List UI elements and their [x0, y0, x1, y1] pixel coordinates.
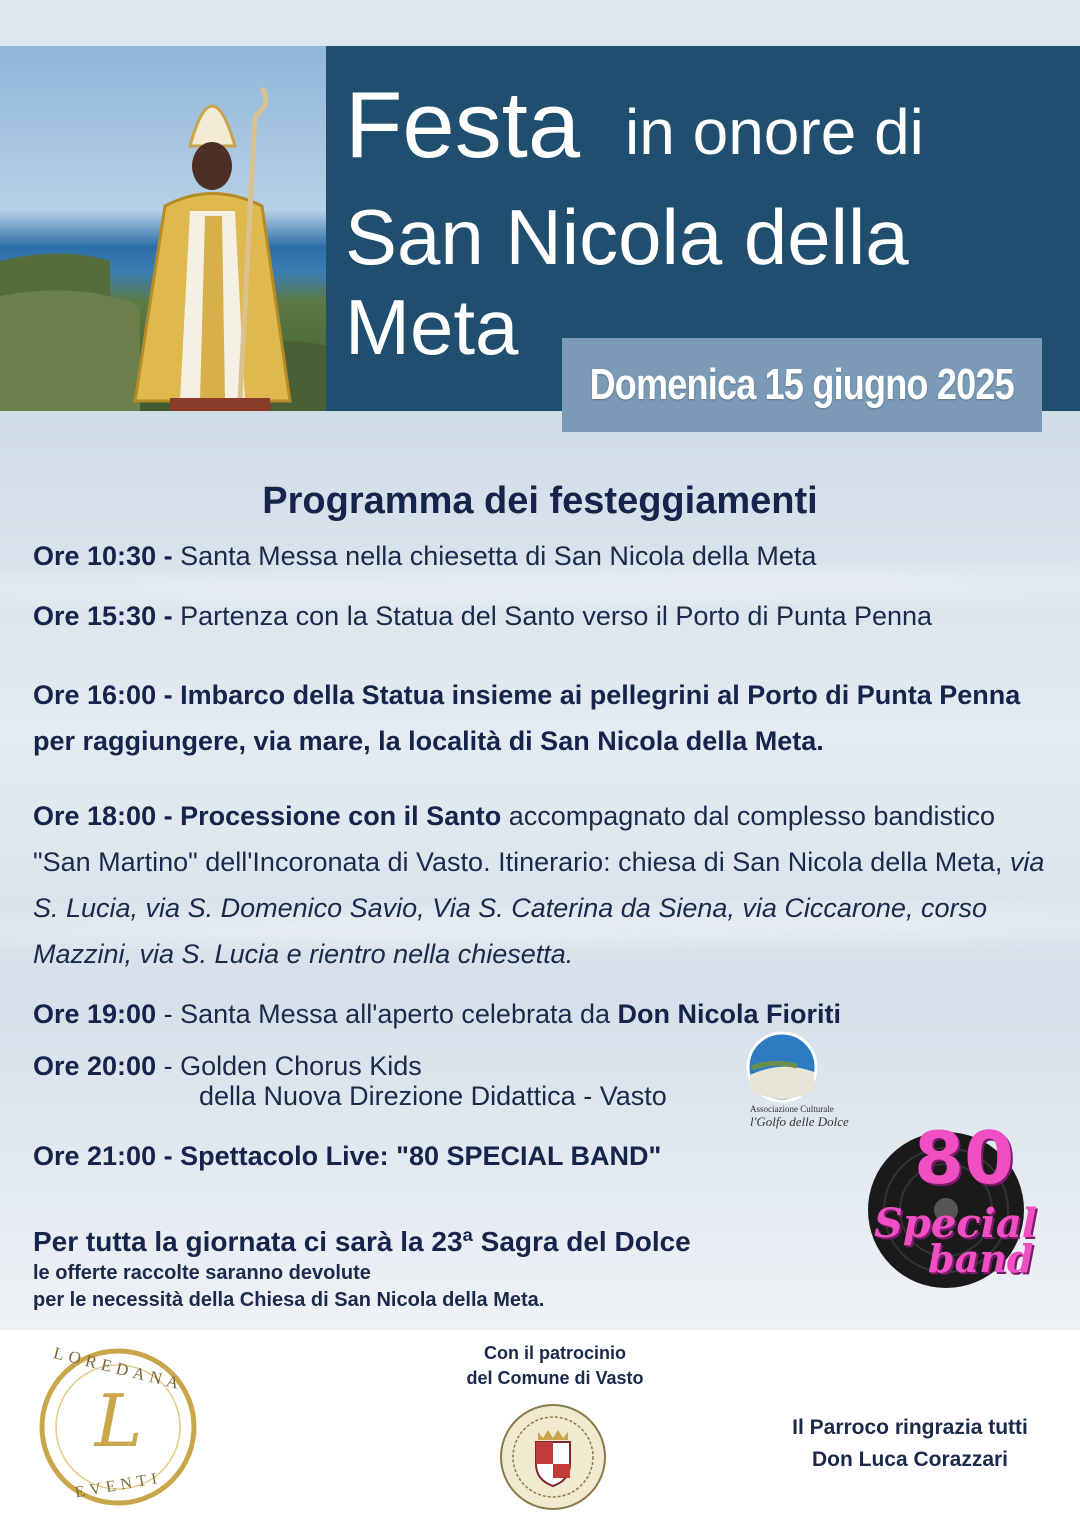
item-itinerary: via S. Lucia, via S. Domenico Savio, Via S. Caterina da Siena, via Ciccarone, corso Mazzini, via S. Lucia e rientro nella chiesetta.: [33, 847, 1045, 969]
loredana-top-text: LOREDANA: [51, 1343, 186, 1394]
item-time: Ore 18:00 -: [33, 801, 173, 831]
item-time: Ore 15:30 -: [33, 601, 173, 631]
parroco-line1: Il Parroco ringrazia tutti: [792, 1416, 1028, 1439]
program-title: Programma dei festeggiamenti: [262, 480, 818, 522]
title-festa: Festa: [345, 72, 581, 177]
item-text: della Nuova Direzione Didattica - Vasto: [199, 1081, 667, 1111]
title-meta: Meta: [345, 283, 519, 371]
saint-statue-photo: [0, 46, 326, 411]
sagra-sub: le offerte raccolte saranno devolute: [33, 1262, 371, 1284]
item-time: Ore 21:00: [33, 1141, 157, 1171]
program-item: [33, 1133, 833, 1179]
program-item: [33, 672, 1053, 764]
coat-of-arms-icon: [498, 1402, 608, 1512]
parroco-line2: Don Luca Corazzari: [811, 1448, 1009, 1471]
item-text: - Spettacolo Live: "80 SPECIAL BAND": [163, 1141, 662, 1171]
title-in-onore: in onore di: [625, 96, 924, 168]
program-item: [33, 593, 1053, 639]
program-item: [33, 793, 1053, 977]
sagra-sub: per le necessità della Chiesa di San Nicola della Meta.: [33, 1289, 545, 1311]
golfo-delle-dolce-logo: [736, 1030, 866, 1135]
date-box: [562, 338, 1042, 432]
item-text: - Golden Chorus Kids: [163, 1051, 422, 1081]
item-text: - Santa Messa all'aperto celebrata da: [163, 999, 611, 1029]
loredana-letter: L: [94, 1379, 143, 1463]
item-bold: Don Nicola Fioriti: [617, 999, 842, 1029]
program-item: [33, 533, 1053, 579]
golfo-logo-line2: l'Golfo delle Dolce: [750, 1114, 849, 1129]
band-logo-80: 80: [914, 1116, 1015, 1200]
parroco-thanks: [770, 1412, 1050, 1476]
title-san-nicola: San Nicola della: [345, 193, 909, 281]
loredana-eventi-logo: [36, 1345, 201, 1510]
band-logo-band: band: [928, 1236, 1034, 1281]
item-text: accompagnato dal complesso bandistico "San Martino" dell'Incoronata di Vasto. Itinerario: chiesa di San Nicola della Meta,: [33, 801, 1003, 877]
item-text: Santa Messa nella chiesetta di San Nicola della Meta: [180, 541, 817, 571]
item-time: Ore 10:30 -: [33, 541, 173, 571]
golfo-logo-circle: [742, 1030, 822, 1105]
sagra-line: Per tutta la giornata ci sarà la 23ª Sagra del Dolce: [33, 1226, 691, 1257]
program-item: [33, 991, 1053, 1037]
golfo-logo-line1: Associazione Culturale: [750, 1104, 834, 1114]
80-special-band-logo: [866, 1116, 1041, 1292]
saint-statue-illustration: [0, 46, 326, 411]
item-text: Partenza con la Statua del Santo verso il Porto di Punta Penna: [180, 601, 933, 631]
item-time: Ore 20:00: [33, 1051, 157, 1081]
item-text: Imbarco della Statua insieme ai pellegrini al Porto di Punta Penna per raggiungere, via mare, la località di San Nicola della Meta.: [33, 680, 1021, 756]
patrocinio-line1: Con il patrocinio: [484, 1343, 626, 1363]
band-logo-special: Special: [874, 1200, 1037, 1247]
event-date: Domenica 15 giugno 2025: [589, 360, 1015, 409]
loredana-bottom-text: EVENTI: [73, 1469, 164, 1502]
comune-di-vasto-seal: [498, 1402, 608, 1512]
item-time: Ore 19:00: [33, 999, 157, 1029]
program-item: [33, 1051, 753, 1111]
item-time: Ore 16:00 -: [33, 680, 173, 710]
item-bold: Processione con il Santo: [180, 801, 502, 831]
patrocinio-line2: del Comune di Vasto: [466, 1368, 644, 1388]
